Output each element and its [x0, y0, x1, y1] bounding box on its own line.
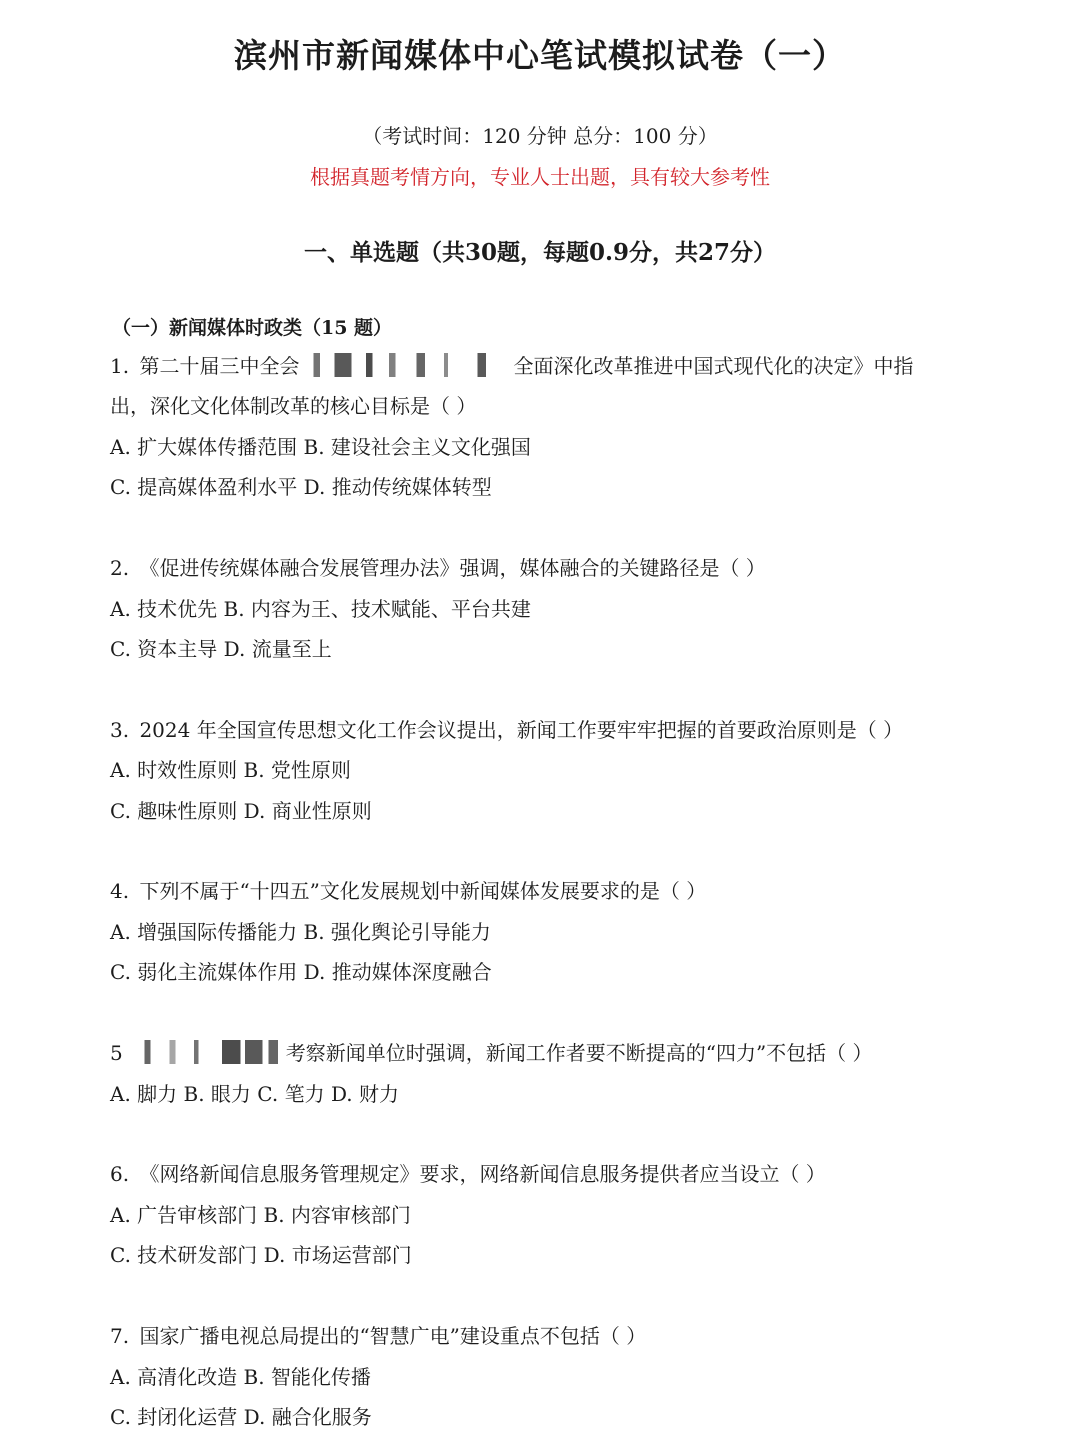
question-text: 2024 年全国宣传思想文化工作会议提出，新闻工作要牢牢把握的首要政治原则是（ ）: [139, 718, 904, 742]
question-6-options-ab: A. 广告审核部门 B. 内容审核部门: [110, 1203, 411, 1227]
question-text: 下列不属于“十四五”文化发展规划中新闻媒体发展要求的是（ ）: [139, 879, 707, 903]
question-6-stem: [110, 1161, 826, 1187]
question-number: 1.: [110, 354, 130, 378]
question-3-options-cd: C. 趣味性原则 D. 商业性原则: [110, 799, 372, 823]
question-4-options-cd: C. 弱化主流媒体作用 D. 推动媒体深度融合: [110, 960, 492, 984]
exam-meta: （考试时间：120 分钟 总分：100 分）: [362, 124, 718, 148]
question-2-options-cd: C. 资本主导 D. 流量至上: [110, 637, 332, 661]
question-1-options-ab: A. 扩大媒体传播范围 B. 建设社会主义文化强国: [110, 435, 531, 459]
question-text: 《促进传统媒体融合发展管理办法》强调，媒体融合的关键路径是（ ）: [139, 556, 766, 580]
question-5-options: A. 脚力 B. 眼力 C. 笔力 D. 财力: [110, 1082, 399, 1106]
question-text: 全面深化改革推进中国式现代化的决定》中指: [513, 354, 914, 378]
question-number: 4.: [110, 879, 130, 903]
redacted-text: [301, 353, 511, 377]
question-text: 第二十届三中全会: [139, 354, 300, 378]
question-number: 5: [110, 1041, 123, 1065]
question-1-stem: [110, 353, 913, 379]
subsection-title: （一）新闻媒体时政类（15 题）: [112, 317, 393, 339]
question-2-options-ab: A. 技术优先 B. 内容为王、技术赋能、平台共建: [110, 597, 531, 621]
question-text: 考察新闻单位时强调，新闻工作者要不断提高的“四力”不包括（ ）: [285, 1041, 873, 1065]
exam-note: 根据真题考情方向，专业人士出题，具有较大参考性: [310, 165, 770, 189]
question-number: 3.: [110, 718, 130, 742]
question-7-stem: [110, 1323, 646, 1349]
question-3-stem: [110, 717, 903, 743]
question-6-options-cd: C. 技术研发部门 D. 市场运营部门: [110, 1243, 412, 1267]
question-1-options-cd: C. 提高媒体盈利水平 D. 推动传统媒体转型: [110, 475, 492, 499]
question-1-stem-line2: 出，深化文化体制改革的核心目标是（ ）: [110, 394, 477, 418]
question-4-options-ab: A. 增强国际传播能力 B. 强化舆论引导能力: [110, 920, 491, 944]
page-title: 滨州市新闻媒体中心笔试模拟试卷（一）: [234, 36, 846, 75]
question-number: 7.: [110, 1324, 130, 1348]
redacted-text: [129, 1040, 284, 1064]
question-7-options-ab: A. 高清化改造 B. 智能化传播: [110, 1365, 371, 1389]
question-number: 6.: [110, 1162, 130, 1186]
question-text: 国家广播电视总局提出的“智慧广电”建设重点不包括（ ）: [139, 1324, 647, 1348]
question-2-stem: [110, 555, 766, 581]
question-4-stem: [110, 878, 706, 904]
section-title: 一、单选题（共30题，每题0.9分，共27分）: [303, 239, 777, 266]
question-7-options-cd: C. 封闭化运营 D. 融合化服务: [110, 1405, 372, 1429]
question-5-stem: [110, 1040, 873, 1066]
question-text: 《网络新闻信息服务管理规定》要求，网络新闻信息服务提供者应当设立（ ）: [139, 1162, 826, 1186]
question-number: 2.: [110, 556, 130, 580]
question-3-options-ab: A. 时效性原则 B. 党性原则: [110, 758, 351, 782]
